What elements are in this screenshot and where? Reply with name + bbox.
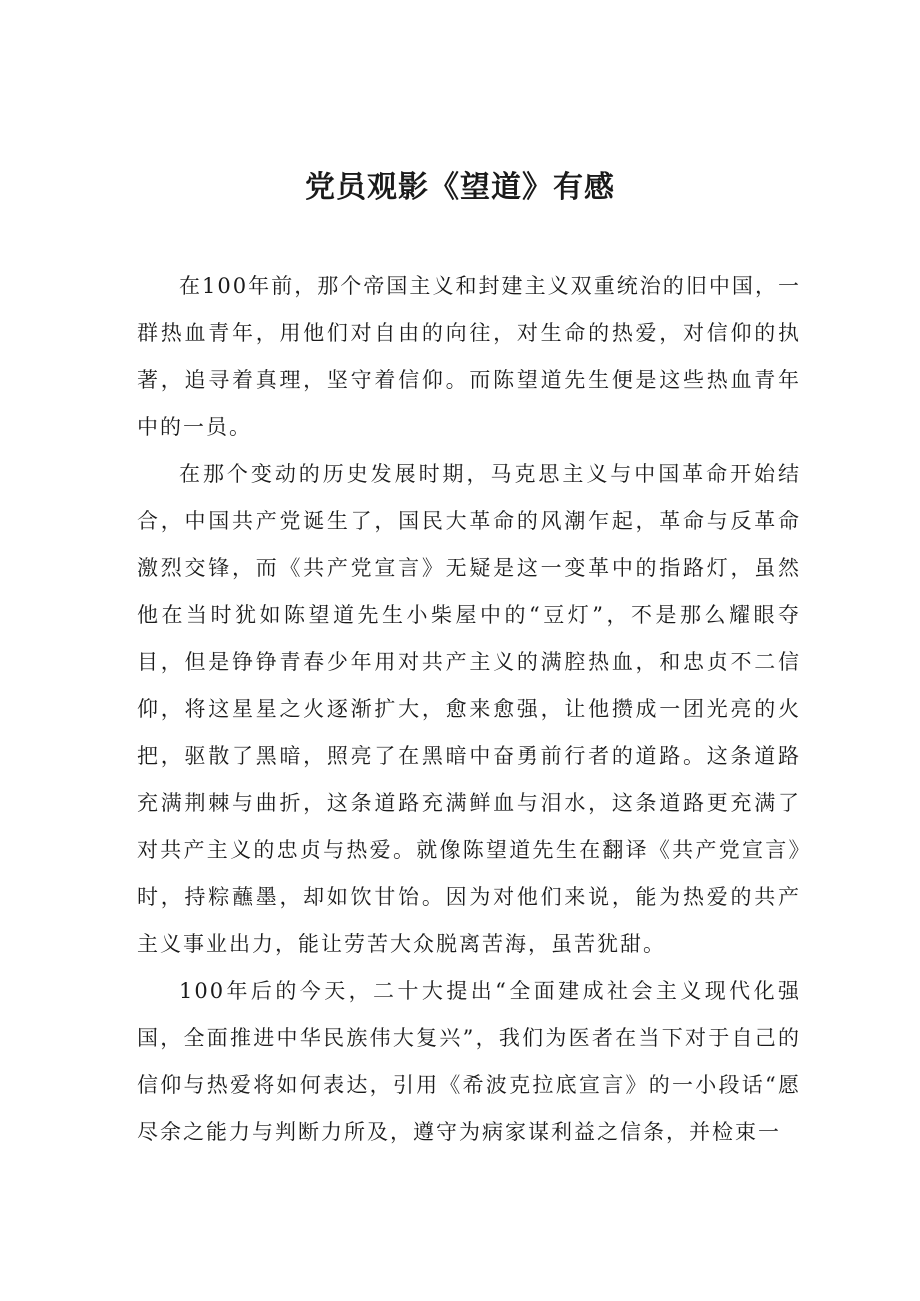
document-body (137, 263, 801, 1156)
paragraph-2: 在那个变动的历史发展时期，马克思主义与中国革命开始结合，中国共产党诞生了，国民大革命的风潮乍起，革命与反革命激烈交锋，而《共产党宣言》无疑是这一变革中的指路灯，虽然他在当时犹如陈望道先生小柴屋中的“豆灯”，不是那么耀眼夺目，但是铮铮青春少年用对共产主义的满腔热血，和忠贞不二信仰，将这星星之火逐渐扩大，愈来愈强，让他攒成一团光亮的火把，驱散了黑暗，照亮了在黑暗中奋勇前行者的道路。这条道路充满荆棘与曲折，这条道路充满鲜血与泪水，这条道路更充满了对共产主义的忠贞与热爱。就像陈望道先生在翻译《共产党宣言》时，持粽蘸墨，却如饮甘饴。因为对他们来说，能为热爱的共产主义事业出力，能让劳苦大众脱离苦海，虽苦犹甜。 (137, 462, 801, 956)
paragraph-1: 在100年前，那个帝国主义和封建主义双重统治的旧中国，一群热血青年，用他们对自由的向往，对生命的热爱，对信仰的执著，追寻着真理，坚守着信仰。而陈望道先生便是这些热血青年中的一员。 (137, 274, 801, 439)
paragraph-3: 100年后的今天，二十大提出“全面建成社会主义现代化强国，全面推进中华民族伟大复兴”，我们为医者在当下对于自己的信仰与热爱将如何表达，引用《希波克拉底宣言》的一小段话“愿尽余之能力与判断力所及，遵守为病家谋利益之信条，并检束一 (137, 979, 801, 1144)
document-title: 党员观影《望道》有感 (305, 170, 615, 205)
